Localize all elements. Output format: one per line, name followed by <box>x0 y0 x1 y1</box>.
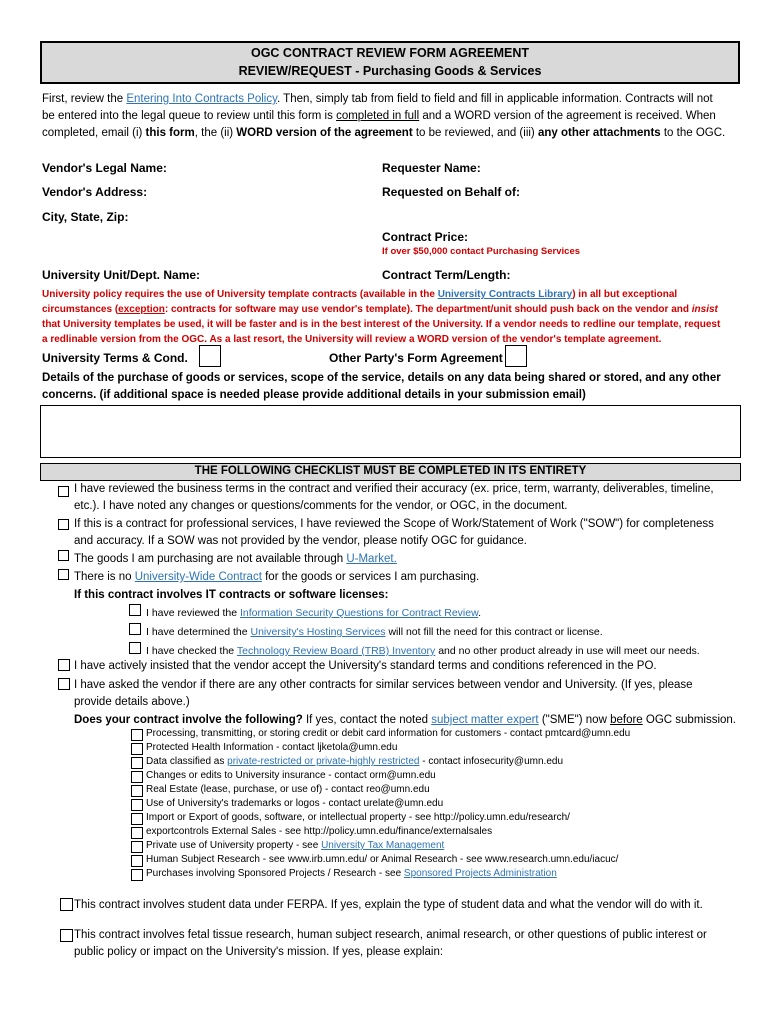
details-label-line-1: Details of the purchase of goods or services, scope of the service, details on any data being shared or stored, and any other <box>42 372 721 384</box>
intro-line-1 <box>42 93 713 105</box>
sme-question <box>74 714 736 726</box>
intro-underlined-text: completed in full <box>336 110 420 122</box>
intro-text: . Then, simply tab from field to field and fill in applicable information. Contracts will not <box>277 93 713 105</box>
policy-line-1 <box>42 289 677 300</box>
sme-item-link[interactable]: private-restricted or private-highly restricted <box>227 756 420 767</box>
it-item-2 <box>146 626 603 638</box>
details-label-line-2: concerns. (if additional space is needed please provide additional details in your submission email) <box>42 389 586 401</box>
contract-price-note: If over $50,000 contact Purchasing Services <box>382 246 581 257</box>
intro-bold-text: any other attachments <box>537 127 661 139</box>
fetal-research-line-1: This contract involves fetal tissue research, human subject research, animal research, or other questions of public interest or <box>74 929 707 941</box>
checklist-item-6-line-1: I have asked the vendor if there are any other contracts for similar services between vendor and University. (If yes, please <box>74 679 693 691</box>
checklist-checkbox-4[interactable] <box>58 569 69 580</box>
checklist-item-1-line-1: I have reviewed the business terms in the contract and verified their accuracy (ex. price, term, warranty, deliverables, timeline, <box>74 483 714 495</box>
intro-line-2 <box>42 110 716 122</box>
contract-price-label: Contract Price: <box>382 230 469 244</box>
sme-checkbox[interactable] <box>131 799 143 811</box>
sme-item-text: Processing, transmitting, or storing credit or debit card information for customers - contact pmtcard@umn.edu <box>146 728 631 739</box>
policy-underlined-text: exception <box>118 304 165 315</box>
checklist-header: THE FOLLOWING CHECKLIST MUST BE COMPLETED IN ITS ENTIRETY <box>194 465 587 477</box>
sme-list-item <box>146 840 444 851</box>
requester-name-label: Requester Name: <box>382 161 481 175</box>
vendor-legal-name-label: Vendor's Legal Name: <box>42 161 167 175</box>
policy-text: : contracts for software may use vendor's template). The department/unit should push back on the vendor and <box>164 304 692 315</box>
sme-question-bold: Does your contract involve the following? <box>74 714 303 726</box>
sme-item-link[interactable]: Sponsored Projects Administration <box>403 868 557 879</box>
sme-list-item <box>146 854 618 865</box>
sme-item-text: Changes or edits to University insurance - contact orm@umn.edu <box>146 770 436 781</box>
checklist-item-1-line-2: etc.). I have noted any changes or questions/comments for the vendor, or OGC, in the document. <box>74 500 568 512</box>
it-text: I have checked the <box>146 645 237 657</box>
sme-list-item <box>146 784 430 795</box>
university-unit-label: University Unit/Dept. Name: <box>42 268 201 282</box>
checklist-item-3 <box>74 553 397 565</box>
sme-checkbox[interactable] <box>131 729 143 741</box>
sme-list-item <box>146 798 443 809</box>
it-text: . <box>478 607 482 619</box>
trb-inventory-link[interactable]: Technology Review Board (TRB) Inventory <box>236 645 436 657</box>
sme-list-item <box>146 770 436 781</box>
sme-list-item <box>146 728 630 739</box>
vendor-address-label: Vendor's Address: <box>42 185 148 199</box>
checklist-item-2-line-1: If this is a contract for professional services, I have reviewed the Scope of Work/Statement of Work ("SOW") for completeness <box>74 518 714 530</box>
sme-checkbox[interactable] <box>131 771 143 783</box>
other-party-form-label: Other Party's Form Agreement <box>329 351 503 365</box>
sme-checkbox[interactable] <box>131 757 143 769</box>
it-checkbox-1[interactable] <box>129 604 141 616</box>
sme-list-item <box>146 812 570 823</box>
intro-text: completed, email (i) <box>42 127 146 139</box>
checklist-item-5: I have actively insisted that the vendor accept the University's standard terms and conditions referenced in the PO. <box>74 660 657 672</box>
checklist-item-2-line-2: and accuracy. If a SOW was not provided by the vendor, please notify OGC for guidance. <box>74 535 527 547</box>
sme-item-text: - contact infosecurity@umn.edu <box>419 756 564 767</box>
it-item-1 <box>146 607 481 619</box>
checklist-checkbox-1[interactable] <box>58 486 69 497</box>
sme-item-text: exportcontrols External Sales - see http://policy.umn.edu/finance/externalsales <box>146 826 493 837</box>
contract-term-label: Contract Term/Length: <box>382 268 511 282</box>
sme-list-item <box>146 756 563 767</box>
subject-matter-expert-link[interactable]: subject matter expert <box>431 714 539 726</box>
sme-checkbox[interactable] <box>131 785 143 797</box>
details-textarea[interactable] <box>40 405 741 458</box>
sme-text: If yes, contact the noted <box>302 714 432 726</box>
policy-text: ) in all but exceptional <box>572 289 678 300</box>
sme-text: ("SME") now <box>538 714 611 726</box>
form-title-line1: OGC CONTRACT REVIEW FORM AGREEMENT <box>250 46 529 60</box>
ferpa-text: This contract involves student data under FERPA. If yes, explain the type of student data and what the vendor will do with it. <box>74 899 703 911</box>
intro-text: to be reviewed, and (iii) <box>412 127 538 139</box>
checklist-text: for the goods or services I am purchasing. <box>261 571 480 583</box>
checklist-checkbox-5[interactable] <box>58 659 70 671</box>
ferpa-checkbox[interactable] <box>60 898 73 911</box>
sme-item-text: Use of University's trademarks or logos - contact urelate@umn.edu <box>146 798 444 809</box>
sme-checkbox[interactable] <box>131 743 143 755</box>
sme-item-text: Data classified as <box>146 756 228 767</box>
it-text: and no other product already in use will meet our needs. <box>435 645 700 657</box>
policy-italic-text: insist <box>691 304 718 315</box>
it-text: I have determined the <box>146 626 251 638</box>
intro-text: First, review the <box>42 93 127 105</box>
intro-text: , the (ii) <box>194 127 237 139</box>
university-terms-label: University Terms & Cond. <box>42 351 188 365</box>
intro-text: be entered into the legal queue to review until this form is <box>42 110 337 122</box>
it-checkbox-3[interactable] <box>129 642 141 654</box>
form-title-line2: REVIEW/REQUEST - Purchasing Goods & Services <box>238 64 542 78</box>
sme-list-item <box>146 742 397 753</box>
city-state-zip-label: City, State, Zip: <box>42 210 129 224</box>
sme-checkbox[interactable] <box>131 813 143 825</box>
sme-item-text: Purchases involving Sponsored Projects / Research - see <box>146 868 404 879</box>
sme-item-text: Private use of University property - see <box>146 840 322 851</box>
sme-list-item <box>146 826 492 837</box>
sme-item-text: Real Estate (lease, purchase, or use of) - contact reo@umn.edu <box>146 784 430 795</box>
policy-line-2 <box>42 304 718 315</box>
university-contracts-library-link[interactable]: University Contracts Library <box>437 289 573 300</box>
intro-text: and a WORD version of the agreement is received. When <box>419 110 716 122</box>
sme-checkbox[interactable] <box>131 855 143 867</box>
it-contracts-header: If this contract involves IT contracts or software licenses: <box>74 589 389 601</box>
policy-line-4: a redlinable version from the OGC. As a last resort, the University will review a WORD version of the vendor's template agreement. <box>42 334 662 345</box>
requested-on-behalf-label: Requested on Behalf of: <box>382 185 521 199</box>
checklist-text: The goods I am purchasing are not available through <box>74 553 347 565</box>
policy-text: University policy requires the use of University template contracts (available in the <box>42 289 438 300</box>
checklist-text: There is no <box>74 571 135 583</box>
entering-into-contracts-policy-link[interactable]: Entering Into Contracts Policy <box>126 93 277 105</box>
intro-line-3 <box>42 127 725 139</box>
sme-list-item <box>146 868 557 879</box>
sme-text: OGC submission. <box>642 714 736 726</box>
university-wide-contract-link[interactable]: University-Wide Contract <box>134 571 262 583</box>
intro-bold-text: WORD version of the agreement <box>236 127 413 139</box>
fetal-research-line-2: public policy or impact on the University's mission. If yes, please explain: <box>74 946 444 958</box>
sme-checkbox[interactable] <box>131 841 143 853</box>
checklist-item-4 <box>74 571 479 583</box>
form-title-box <box>40 41 740 84</box>
sme-item-text: Human Subject Research - see www.irb.umn.edu/ or Animal Research - see www.research.umn.edu/iacuc/ <box>146 854 619 865</box>
checklist-item-6-line-2: provide details above.) <box>74 696 190 708</box>
university-terms-checkbox[interactable] <box>199 345 221 367</box>
sme-item-text: Import or Export of goods, software, or intellectual property - see http://policy.umn.edu/research/ <box>146 812 570 823</box>
other-party-form-checkbox[interactable] <box>505 345 527 367</box>
sme-item-link[interactable]: University Tax Management <box>321 840 445 851</box>
university-hosting-services-link[interactable]: University's Hosting Services <box>250 626 386 638</box>
intro-text: to the OGC. <box>660 127 726 139</box>
policy-text: circumstances ( <box>42 304 119 315</box>
checklist-header-box <box>40 463 741 481</box>
policy-line-3: that University templates be used, it will be faster and is in the best interest of the University. If a vendor needs to redline our template, request <box>42 319 721 330</box>
sme-item-text: Protected Health Information - contact ljketola@umn.edu <box>146 742 398 753</box>
checklist-checkbox-3[interactable] <box>58 550 69 561</box>
sme-underlined-text: before <box>610 714 643 726</box>
fetal-research-checkbox[interactable] <box>60 929 73 942</box>
checklist-checkbox-2[interactable] <box>58 519 69 530</box>
checklist-checkbox-6[interactable] <box>58 678 70 690</box>
it-item-3 <box>146 645 700 657</box>
intro-bold-text: this form <box>145 127 195 139</box>
u-market-link[interactable]: U-Market. <box>346 553 397 565</box>
it-text: I have reviewed the <box>146 607 240 619</box>
it-checkbox-2[interactable] <box>129 623 141 635</box>
information-security-questions-link[interactable]: Information Security Questions for Contract Review <box>239 607 479 619</box>
sme-checkbox[interactable] <box>131 827 143 839</box>
it-text: will not fill the need for this contract or license. <box>385 626 603 638</box>
sme-checkbox[interactable] <box>131 869 143 881</box>
